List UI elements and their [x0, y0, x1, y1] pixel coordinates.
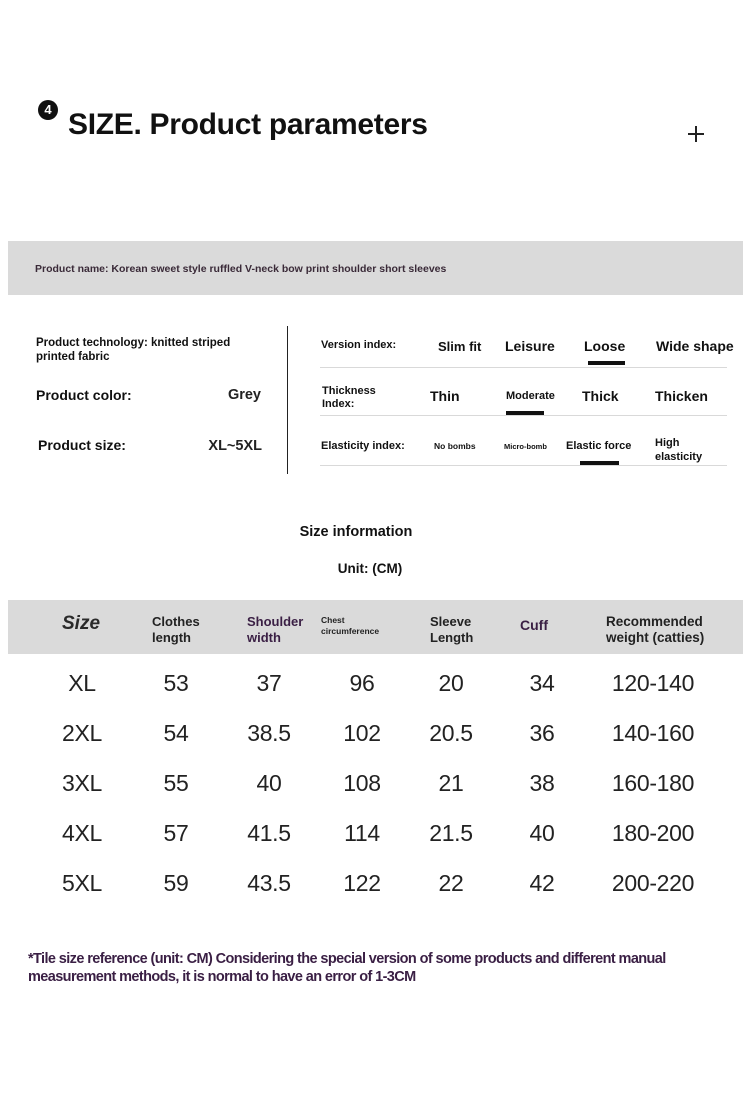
product-name-band — [8, 241, 743, 295]
cell-shoulder-width: 43.5 — [247, 870, 291, 896]
size-unit: Unit: (CM) — [337, 561, 403, 576]
version-selected-indicator — [588, 361, 625, 365]
elasticity-option-high-elasticity: High elasticity — [655, 437, 703, 463]
header-size: Size — [62, 613, 101, 634]
thickness-option-thicken: Thicken — [655, 388, 708, 404]
cell-shoulder-width: 41.5 — [247, 820, 291, 846]
size-information-title: Size information — [299, 524, 413, 540]
cell-sleeve-length: 20 — [438, 670, 464, 696]
index-row-separator — [320, 465, 727, 466]
header-sleeve-length: Sleeve Length — [430, 614, 474, 645]
cell-cuff: 40 — [529, 820, 555, 846]
cell-cuff: 36 — [529, 720, 555, 746]
step-number-badge: 4 — [38, 100, 58, 120]
cell-shoulder-width: 38.5 — [247, 720, 291, 746]
version-option-loose: Loose — [584, 338, 626, 354]
cell-chest: 114 — [344, 820, 380, 846]
table-row — [0, 858, 750, 908]
size-table-header — [8, 600, 743, 654]
table-row — [0, 808, 750, 858]
version-option-leisure: Leisure — [505, 338, 555, 354]
cell-chest: 96 — [349, 670, 375, 696]
thickness-index-label: Thickness Index: — [322, 385, 376, 410]
version-option-slim-fit: Slim fit — [438, 339, 482, 354]
cell-size: XL — [68, 670, 96, 696]
header-chest-circumference: Chest circumference — [321, 615, 380, 636]
thickness-option-thin: Thin — [430, 388, 460, 404]
cell-chest: 102 — [343, 720, 381, 746]
thickness-option-moderate: Moderate — [506, 390, 555, 402]
cell-weight: 120-140 — [611, 670, 695, 696]
cell-sleeve-length: 22 — [438, 870, 464, 896]
cell-clothes-length: 54 — [163, 720, 189, 746]
product-name: Product name: Korean sweet style ruffled V-neck bow print shoulder short sleeves — [35, 263, 447, 275]
cell-weight: 160-180 — [611, 770, 695, 796]
cell-chest: 108 — [343, 770, 381, 796]
index-row-separator — [320, 415, 727, 416]
elasticity-index-label: Elasticity index: — [321, 440, 405, 452]
cell-clothes-length: 57 — [163, 820, 189, 846]
cell-sleeve-length: 20.5 — [429, 720, 473, 746]
cell-weight: 200-220 — [611, 870, 695, 896]
plus-icon — [686, 124, 706, 144]
cell-clothes-length: 55 — [163, 770, 189, 796]
cell-size: 2XL — [61, 720, 103, 746]
elasticity-option-micro-bomb: Micro-bomb — [504, 442, 547, 451]
cell-clothes-length: 53 — [163, 670, 189, 696]
cell-shoulder-width: 40 — [256, 770, 282, 796]
product-size-label: Product size: — [38, 437, 126, 453]
cell-weight: 180-200 — [611, 820, 695, 846]
cell-sleeve-length: 21 — [438, 770, 464, 796]
cell-size: 4XL — [61, 820, 103, 846]
table-row — [0, 708, 750, 758]
table-row — [0, 658, 750, 708]
product-technology: Product technology: knitted striped printed fabric — [36, 337, 231, 363]
elasticity-option-no-bombs: No bombs — [434, 441, 476, 451]
measurement-footnote: *Tile size reference (unit: CM) Considering the special version of some products and different manual measurement methods, it is normal to have an error of 1-3CM — [28, 951, 666, 985]
cell-sleeve-length: 21.5 — [429, 820, 473, 846]
header-shoulder-width: Shoulder width — [247, 614, 304, 645]
page-title: SIZE. Product parameters — [68, 108, 428, 141]
elasticity-option-elastic-force: Elastic force — [566, 440, 632, 452]
index-row-separator — [320, 367, 727, 368]
divider — [287, 326, 288, 474]
cell-clothes-length: 59 — [163, 870, 189, 896]
cell-size: 5XL — [61, 870, 103, 896]
product-color-label: Product color: — [36, 387, 132, 403]
product-color-value: Grey — [227, 387, 261, 403]
header-clothes-length: Clothes length — [152, 614, 200, 645]
thickness-option-thick: Thick — [582, 388, 619, 404]
header-recommended-weight: Recommended weight (catties) — [606, 614, 705, 645]
cell-chest: 122 — [343, 870, 381, 896]
cell-cuff: 34 — [529, 670, 555, 696]
cell-cuff: 42 — [529, 870, 555, 896]
version-index-label: Version index: — [321, 339, 397, 351]
cell-size: 3XL — [61, 770, 103, 796]
cell-shoulder-width: 37 — [256, 670, 282, 696]
cell-cuff: 38 — [529, 770, 555, 796]
table-row — [0, 758, 750, 808]
cell-weight: 140-160 — [611, 720, 695, 746]
header-cuff: Cuff — [520, 617, 548, 633]
product-size-value: XL~5XL — [208, 438, 262, 454]
version-option-wide-shape: Wide shape — [656, 338, 734, 354]
